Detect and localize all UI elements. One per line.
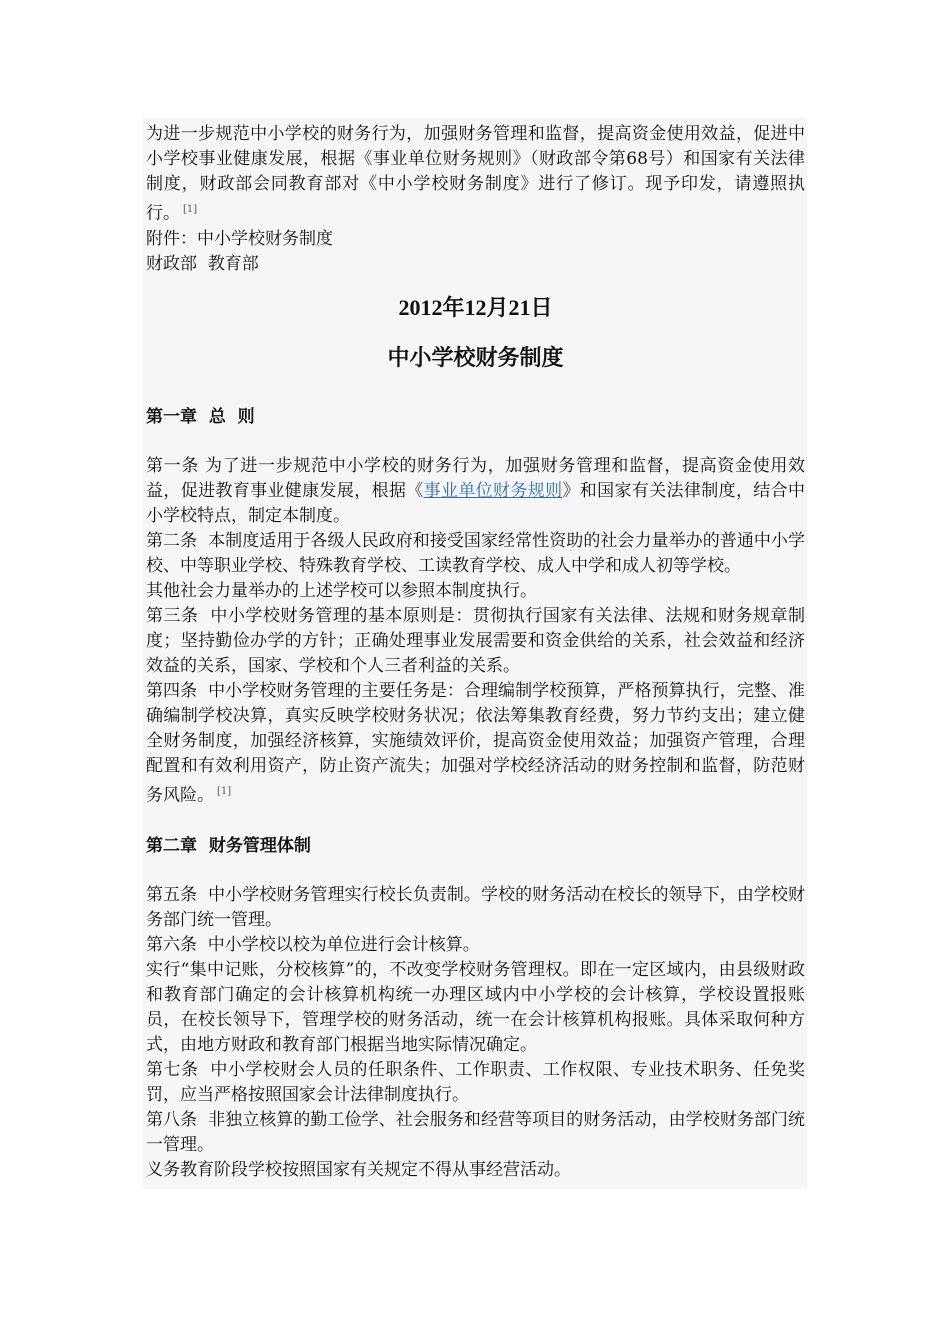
chapter-heading: 第一章 总 则 [146,406,255,427]
chapter-heading: 第二章 财务管理体制 [146,836,311,857]
article-1: 第一条 为了进一步规范中小学校的财务行为，加强财务管理和监督，提高资金使用效益，促进教育事业健康发展，根据《事业单位财务规则》和国家有关法律制度，结合中小学校特点，制定本制度。 [146,455,806,526]
article-7: 第七条 中小学校财会人员的任职条件、工作职责、工作权限、专业技术职务、任免奖罚，应当严格按照国家会计法律制度执行。 [146,1060,805,1106]
article-6-extra: 实行“集中记账，分校核算”的，不改变学校财务管理权。即在一定区域内，由县级财政和教育部门确定的会计核算机构统一办理区域内中小学校的会计核算，学校设置报账员，在校长领导下，管理学校的财务活动，统一在会计核算机构报账。具体采取何种方式，由地方财政和教育部门根据当地实际情况确定。 [146,960,805,1056]
article-2: 第二条 本制度适用于各级人民政府和接受国家经常性资助的社会力量举办的普通中小学校、中等职业学校、特殊教育学校、工读教育学校、成人中学和成人初等学校。 [146,530,805,576]
article-5: 第五条 中小学校财务管理实行校长负责制。学校的财务活动在校长的领导下，由学校财务部门统一管理。 [146,885,805,931]
issuer-line: 财政部 教育部 [146,253,259,274]
article-6: 第六条 中小学校以校为单位进行会计核算。 [146,935,480,956]
document-title: 中小学校财务制度 [387,344,564,371]
article-8: 第八条 非独立核算的勤工俭学、社会服务和经营等项目的财务活动，由学校财务部门统一管理。 [146,1110,805,1156]
intro-paragraph: 为进一步规范中小学校的财务行为，加强财务管理和监督，提高资金使用效益，促进中小学校事业健康发展，根据《事业单位财务规则》（财政部令第68号）和国家有关法律制度，财政部会同教育部对《中小学校财务制度》进行了修订。现予印发，请遵照执行。 [1] [146,124,805,224]
article-3: 第三条 中小学校财务管理的基本原则是：贯彻执行国家有关法律、法规和财务规章制度；坚持勤俭办学的方针；正确处理事业发展需要和资金供给的关系，社会效益和经济效益的关系，国家、学校和个人三者利益的关系。 [146,605,805,676]
footnote-ref[interactable]: [1] [183,204,198,215]
attachment-line: 附件：中小学校财务制度 [146,228,333,249]
issue-date: 2012年12月21日 [398,294,553,320]
article-2-extra: 其他社会力量举办的上述学校可以参照本制度执行。 [146,580,537,601]
article-4: 第四条 中小学校财务管理的主要任务是：合理编制学校预算，严格预算执行，完整、准确编制学校决算，真实反映学校财务状况；依法筹集教育经费，努力节约支出；建立健全财务制度，加强经济核算，实施绩效评价，提高资金使用效益；加强资产管理，合理配置和有效利用资产，防止资产流失；加强对学校经济活动的财务控制和监督，防范财务风险。 [1] [146,680,805,806]
document-body [143,118,807,1189]
regulation-link[interactable]: 事业单位财务规则 [423,480,563,501]
article-8-extra: 义务教育阶段学校按照国家有关规定不得从事经营活动。 [146,1160,571,1181]
footnote-ref[interactable]: [1] [217,785,232,797]
